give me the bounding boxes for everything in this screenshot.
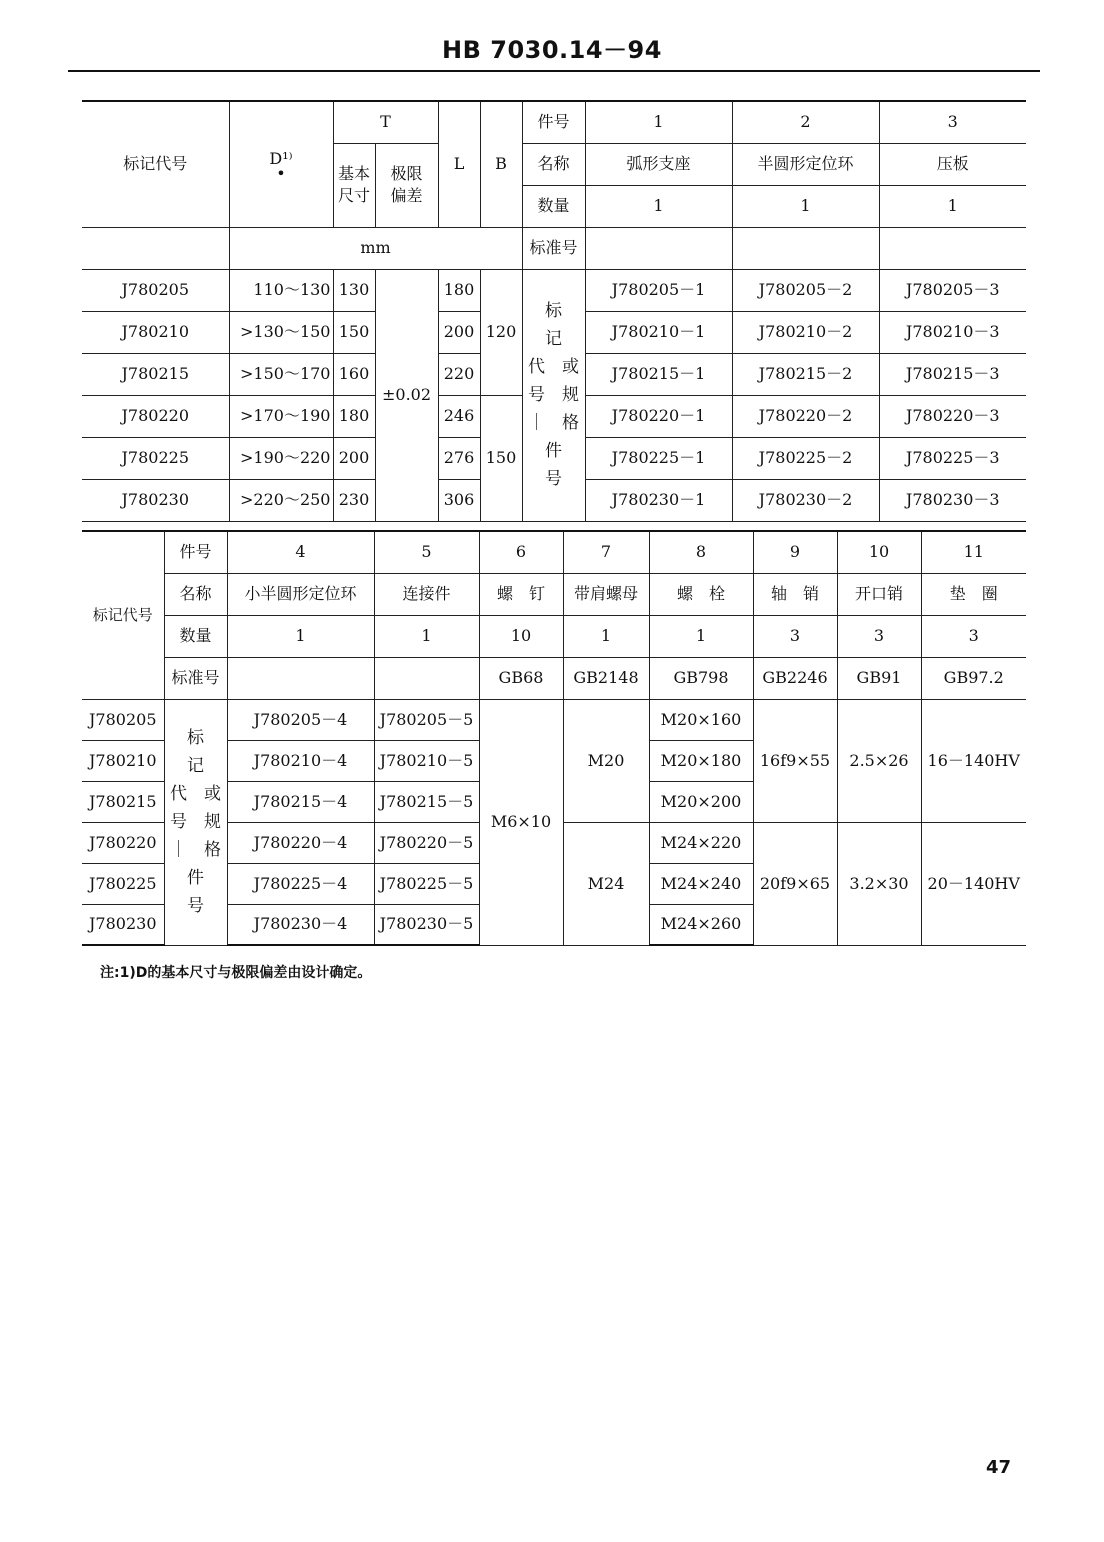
t2-code: J780210 bbox=[82, 740, 164, 781]
document-header: HB 7030.14－94 bbox=[442, 36, 662, 64]
t1-part3-code: J780210－3 bbox=[879, 311, 1026, 353]
t1-t-basic-header: 基本尺寸 bbox=[333, 143, 375, 227]
t2-bolt-spec: M20×160 bbox=[649, 699, 753, 740]
t2-part5-code: J780210－5 bbox=[374, 740, 479, 781]
t2-merged-line: 标 bbox=[187, 728, 204, 748]
t2-bolt-spec: M24×220 bbox=[649, 822, 753, 863]
t2-part5-code: J780220－5 bbox=[374, 822, 479, 863]
t2-part-name-6: 螺 钉 bbox=[479, 573, 563, 615]
t2-merged-line: ｜ 格 bbox=[170, 840, 221, 860]
footnote: 注:1)D的基本尺寸与极限偏差由设计确定。 bbox=[100, 965, 372, 981]
t1-b-value-150: 150 bbox=[480, 395, 522, 521]
t1-part3-code: J780225－3 bbox=[879, 437, 1026, 479]
t1-merged-line: 号 规 bbox=[528, 385, 580, 405]
t2-merged-line: 号 规 bbox=[170, 812, 221, 832]
t2-part-qty-5: 1 bbox=[374, 615, 479, 657]
t1-l-value: 220 bbox=[438, 353, 480, 395]
t2-part-no-9: 9 bbox=[753, 531, 837, 573]
t1-d-range: >190～220 bbox=[229, 437, 333, 479]
t2-cotter-spec-2: 3.2×30 bbox=[837, 822, 921, 945]
t2-std-label: 标准号 bbox=[164, 657, 227, 699]
t1-t-limit-header: 极限偏差 bbox=[375, 143, 438, 227]
t1-part-std-1 bbox=[585, 227, 732, 269]
t1-code: J780225 bbox=[82, 437, 229, 479]
t2-part-qty-6: 10 bbox=[479, 615, 563, 657]
t1-b-value-120: 120 bbox=[480, 269, 522, 395]
t1-merged-line: 记 bbox=[545, 329, 563, 349]
t1-t-value: 180 bbox=[333, 395, 375, 437]
t1-part-name-2: 半圆形定位环 bbox=[732, 143, 879, 185]
t2-nut-spec-m24: M24 bbox=[563, 822, 649, 945]
t1-part3-code: J780230－3 bbox=[879, 479, 1026, 521]
t1-part2-code: J780230－2 bbox=[732, 479, 879, 521]
t1-merged-line: 标 bbox=[545, 301, 563, 321]
t2-part5-code: J780205－5 bbox=[374, 699, 479, 740]
t2-part-name-9: 轴 销 bbox=[753, 573, 837, 615]
t2-merged-line: 号 bbox=[187, 896, 204, 916]
page-number: 47 bbox=[986, 1457, 1012, 1478]
t2-bolt-spec: M20×200 bbox=[649, 781, 753, 822]
t2-washer-spec-2: 20－140HV bbox=[921, 822, 1026, 945]
t1-t-value: 200 bbox=[333, 437, 375, 479]
t1-l-value: 180 bbox=[438, 269, 480, 311]
t1-part-qty-1: 1 bbox=[585, 185, 732, 227]
t2-part4-code: J780230－4 bbox=[227, 904, 374, 945]
t1-part2-code: J780210－2 bbox=[732, 311, 879, 353]
t2-part4-code: J780215－4 bbox=[227, 781, 374, 822]
t1-t-value: 130 bbox=[333, 269, 375, 311]
t2-pin-spec-2: 20f9×65 bbox=[753, 822, 837, 945]
t1-tolerance: ±0.02 bbox=[375, 269, 438, 521]
t1-d-range: >170～190 bbox=[229, 395, 333, 437]
t1-code: J780205 bbox=[82, 269, 229, 311]
t1-part-no-label: 件号 bbox=[522, 101, 585, 143]
t1-part-name-3: 压板 bbox=[879, 143, 1026, 185]
t2-part-qty-10: 3 bbox=[837, 615, 921, 657]
t1-part2-code: J780220－2 bbox=[732, 395, 879, 437]
t1-d-label: D¹⁾ bbox=[269, 149, 293, 169]
t2-merged-label bbox=[164, 699, 227, 945]
t2-part-no-10: 10 bbox=[837, 531, 921, 573]
t1-merged-line: 代 或 bbox=[528, 357, 580, 377]
t2-part-no-8: 8 bbox=[649, 531, 753, 573]
t1-code: J780210 bbox=[82, 311, 229, 353]
t1-code: J780215 bbox=[82, 353, 229, 395]
t1-d-range: >150～170 bbox=[229, 353, 333, 395]
t1-part1-code: J780230－1 bbox=[585, 479, 732, 521]
t1-std-label: 标准号 bbox=[522, 227, 585, 269]
t1-qty-label: 数量 bbox=[522, 185, 585, 227]
t2-bolt-spec: M24×240 bbox=[649, 863, 753, 904]
t1-t-value: 230 bbox=[333, 479, 375, 521]
t1-l-value: 306 bbox=[438, 479, 480, 521]
t1-code: J780220 bbox=[82, 395, 229, 437]
t2-code: J780225 bbox=[82, 863, 164, 904]
t1-l-value: 200 bbox=[438, 311, 480, 353]
t2-bolt-spec: M24×260 bbox=[649, 904, 753, 945]
t2-part-no-4: 4 bbox=[227, 531, 374, 573]
t2-part-no-11: 11 bbox=[921, 531, 1026, 573]
t1-d-range: >130～150 bbox=[229, 311, 333, 353]
table-row bbox=[82, 699, 1026, 740]
t1-merged-label bbox=[522, 269, 585, 521]
t1-part-qty-2: 1 bbox=[732, 185, 879, 227]
t1-code: J780230 bbox=[82, 479, 229, 521]
t2-part-qty-11: 3 bbox=[921, 615, 1026, 657]
t2-part-name-4: 小半圆形定位环 bbox=[227, 573, 374, 615]
t1-part2-code: J780225－2 bbox=[732, 437, 879, 479]
t1-merged-line: 号 bbox=[545, 469, 563, 489]
t1-l-value: 276 bbox=[438, 437, 480, 479]
t1-part-std-3 bbox=[879, 227, 1026, 269]
t2-washer-spec-1: 16－140HV bbox=[921, 699, 1026, 822]
t2-code: J780215 bbox=[82, 781, 164, 822]
t1-l-value: 246 bbox=[438, 395, 480, 437]
t2-cotter-spec-1: 2.5×26 bbox=[837, 699, 921, 822]
t2-part-no-5: 5 bbox=[374, 531, 479, 573]
t1-b-header: B bbox=[480, 101, 522, 227]
t1-part-no-3: 3 bbox=[879, 101, 1026, 143]
t2-screw-spec: M6×10 bbox=[479, 699, 563, 945]
t1-d-marker: • bbox=[276, 164, 286, 184]
t1-part2-code: J780205－2 bbox=[732, 269, 879, 311]
t2-qty-label: 数量 bbox=[164, 615, 227, 657]
t2-merged-line: 记 bbox=[187, 756, 204, 776]
t2-part4-code: J780220－4 bbox=[227, 822, 374, 863]
t2-part4-code: J780210－4 bbox=[227, 740, 374, 781]
t2-part-std-6: GB68 bbox=[479, 657, 563, 699]
t2-part-qty-8: 1 bbox=[649, 615, 753, 657]
t1-part-std-2 bbox=[732, 227, 879, 269]
t1-part1-code: J780225－1 bbox=[585, 437, 732, 479]
t2-part5-code: J780230－5 bbox=[374, 904, 479, 945]
t2-part-name-11: 垫 圈 bbox=[921, 573, 1026, 615]
t1-name-label: 名称 bbox=[522, 143, 585, 185]
t2-part-std-7: GB2148 bbox=[563, 657, 649, 699]
t1-part3-code: J780205－3 bbox=[879, 269, 1026, 311]
t1-mark-code-header: 标记代号 bbox=[82, 101, 229, 227]
t2-name-label: 名称 bbox=[164, 573, 227, 615]
t1-part-no-2: 2 bbox=[732, 101, 879, 143]
t2-part-name-5: 连接件 bbox=[374, 573, 479, 615]
t1-part1-code: J780220－1 bbox=[585, 395, 732, 437]
t1-part3-code: J780220－3 bbox=[879, 395, 1026, 437]
t2-code: J780205 bbox=[82, 699, 164, 740]
t2-bolt-spec: M20×180 bbox=[649, 740, 753, 781]
t2-merged-line: 代 或 bbox=[170, 784, 221, 804]
t2-mark-code-header: 标记代号 bbox=[82, 531, 164, 699]
t2-part4-code: J780225－4 bbox=[227, 863, 374, 904]
t1-merged-line: 件 bbox=[545, 441, 563, 461]
t2-part-qty-7: 1 bbox=[563, 615, 649, 657]
t1-part2-code: J780215－2 bbox=[732, 353, 879, 395]
t2-part-std-11: GB97.2 bbox=[921, 657, 1026, 699]
t2-part-no-7: 7 bbox=[563, 531, 649, 573]
t1-t-value: 160 bbox=[333, 353, 375, 395]
t2-part-std-4 bbox=[227, 657, 374, 699]
t2-part-std-10: GB91 bbox=[837, 657, 921, 699]
t2-part-name-10: 开口销 bbox=[837, 573, 921, 615]
t1-unit-spacer bbox=[82, 227, 229, 269]
t2-part5-code: J780225－5 bbox=[374, 863, 479, 904]
t2-part-qty-4: 1 bbox=[227, 615, 374, 657]
t2-part-name-7: 带肩螺母 bbox=[563, 573, 649, 615]
t2-part5-code: J780215－5 bbox=[374, 781, 479, 822]
t2-part4-code: J780205－4 bbox=[227, 699, 374, 740]
t2-part-std-9: GB2246 bbox=[753, 657, 837, 699]
t1-part1-code: J780210－1 bbox=[585, 311, 732, 353]
t1-d-range: >220～250 bbox=[229, 479, 333, 521]
parts-table-2 bbox=[82, 530, 1026, 946]
t1-part-no-1: 1 bbox=[585, 101, 732, 143]
t2-pin-spec-1: 16f9×55 bbox=[753, 699, 837, 822]
t1-part-name-1: 弧形支座 bbox=[585, 143, 732, 185]
t2-part-no-6: 6 bbox=[479, 531, 563, 573]
t2-part-no-label: 件号 bbox=[164, 531, 227, 573]
t2-code: J780220 bbox=[82, 822, 164, 863]
t1-l-header: L bbox=[438, 101, 480, 227]
t1-part3-code: J780215－3 bbox=[879, 353, 1026, 395]
t1-d-header bbox=[229, 101, 333, 227]
t2-part-name-8: 螺 栓 bbox=[649, 573, 753, 615]
t1-unit-label: mm bbox=[229, 227, 522, 269]
t2-nut-spec-m20: M20 bbox=[563, 699, 649, 822]
t2-part-qty-9: 3 bbox=[753, 615, 837, 657]
parts-table-1 bbox=[82, 100, 1026, 522]
t1-t-value: 150 bbox=[333, 311, 375, 353]
t1-d-range: 110～130 bbox=[229, 269, 333, 311]
t1-part1-code: J780205－1 bbox=[585, 269, 732, 311]
t2-part-std-8: GB798 bbox=[649, 657, 753, 699]
table-row bbox=[82, 269, 1026, 311]
t2-code: J780230 bbox=[82, 904, 164, 945]
t1-part-qty-3: 1 bbox=[879, 185, 1026, 227]
t1-t-header: T bbox=[333, 101, 438, 143]
header-rule bbox=[68, 70, 1040, 72]
t1-part1-code: J780215－1 bbox=[585, 353, 732, 395]
t1-merged-line: ｜ 格 bbox=[528, 413, 580, 433]
t2-part-std-5 bbox=[374, 657, 479, 699]
t2-merged-line: 件 bbox=[187, 868, 204, 888]
